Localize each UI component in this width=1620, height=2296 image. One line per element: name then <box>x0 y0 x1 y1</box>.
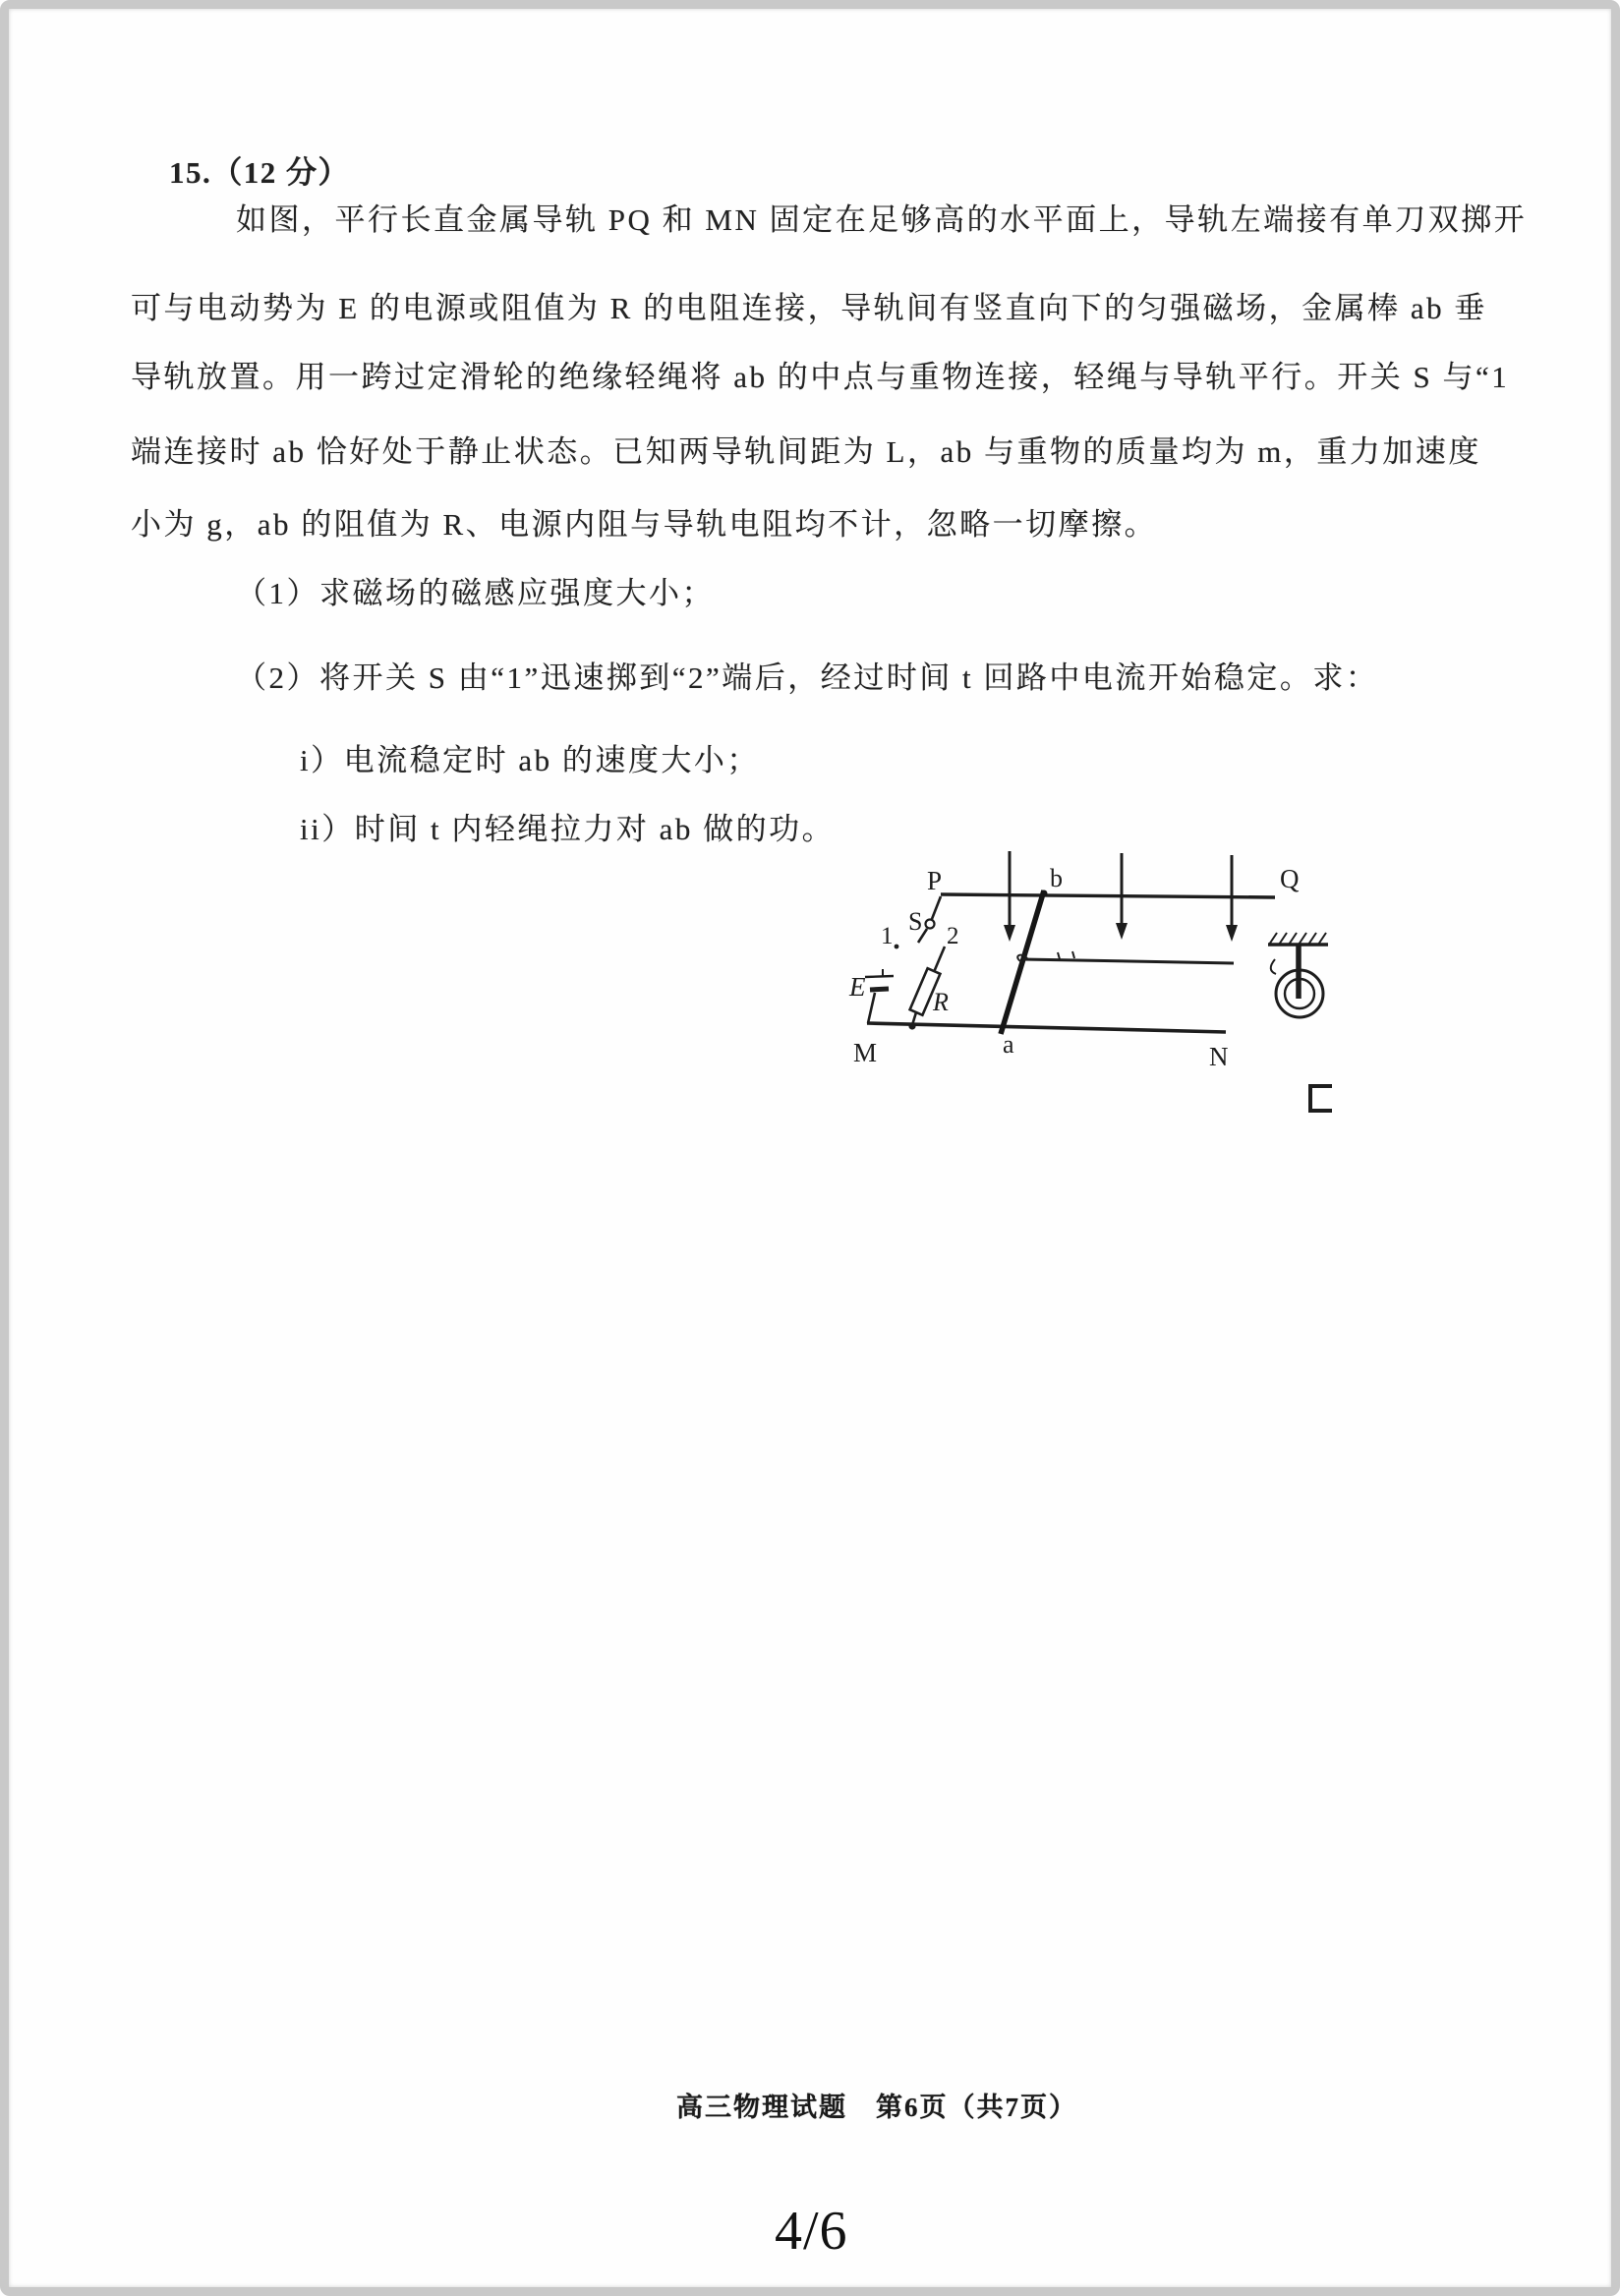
rope-line <box>1022 959 1234 963</box>
battery-plate-short <box>870 989 889 990</box>
label-M: M <box>853 1038 878 1067</box>
rail-PQ <box>941 894 1275 897</box>
circuit-diagram <box>836 843 1543 1128</box>
field-arrowheads <box>1004 923 1238 942</box>
wire-P-to-switch <box>932 896 941 919</box>
label-R: R <box>933 988 949 1016</box>
field-arrow <box>1010 851 1232 928</box>
label-b: b <box>1050 864 1063 892</box>
rope-tick <box>1072 951 1074 958</box>
paragraph-line: 如图，平行长直金属导轨 PQ 和 MN 固定在足够高的水平面上，导轨左端接有单刀双掷开 <box>236 202 1528 237</box>
wire-2-to-resistor <box>934 947 945 972</box>
label-a: a <box>1003 1030 1014 1059</box>
paragraph-line: 小为 g，ab 的阻值为 R、电源内阻与导轨电阻均不计，忽略一切摩擦。 <box>131 507 1158 542</box>
label-contact-1: 1 <box>881 923 894 949</box>
paragraph-line: 端连接时 ab 恰好处于静止状态。已知两导轨间距为 L，ab 与重物的质量均为 m，重力加速度 <box>131 434 1481 469</box>
label-E: E <box>849 972 866 1002</box>
battery-plate-long <box>865 976 894 977</box>
rod-junction-b <box>1041 890 1048 897</box>
problem-number: 15.（12 分） <box>169 155 350 190</box>
label-N: N <box>1209 1042 1229 1071</box>
question-1: （1）求磁场的磁感应强度大小； <box>236 576 715 610</box>
label-Q: Q <box>1280 864 1300 893</box>
wire-battery-to-rail <box>868 993 875 1023</box>
page-number: 4/6 <box>775 2201 848 2262</box>
rail-junction-dot <box>908 1022 915 1029</box>
pulley-rope-arc <box>1271 959 1276 974</box>
bracket-mark <box>1310 1086 1332 1111</box>
paragraph-line: 可与电动势为 E 的电源或阻值为 R 的电阻连接，导轨间有竖直向下的匀强磁场，金属棒 ab 垂 <box>131 291 1487 325</box>
question-2: （2）将开关 S 由“1”迅速掷到“2”端后，经过时间 t 回路中电流开始稳定。求： <box>236 660 1379 695</box>
contact-1-dot <box>895 945 899 949</box>
page-footer: 高三物理试题 第6页（共7页） <box>676 2093 1077 2122</box>
subquestion-i: i）电流稳定时 ab 的速度大小； <box>300 743 760 777</box>
rope-tick <box>1058 952 1060 959</box>
label-contact-2: 2 <box>947 923 959 949</box>
rail-MN <box>867 1023 1226 1032</box>
paragraph-line: 导轨放置。用一跨过定滑轮的绝缘轻绳将 ab 的中点与重物连接，轻绳与导轨平行。开关 S 与“1 <box>131 360 1510 394</box>
switch-pivot <box>926 920 935 929</box>
label-P: P <box>927 866 943 895</box>
subquestion-ii: ii）时间 t 内轻绳拉力对 ab 做的功。 <box>300 812 836 846</box>
label-S: S <box>908 907 923 936</box>
